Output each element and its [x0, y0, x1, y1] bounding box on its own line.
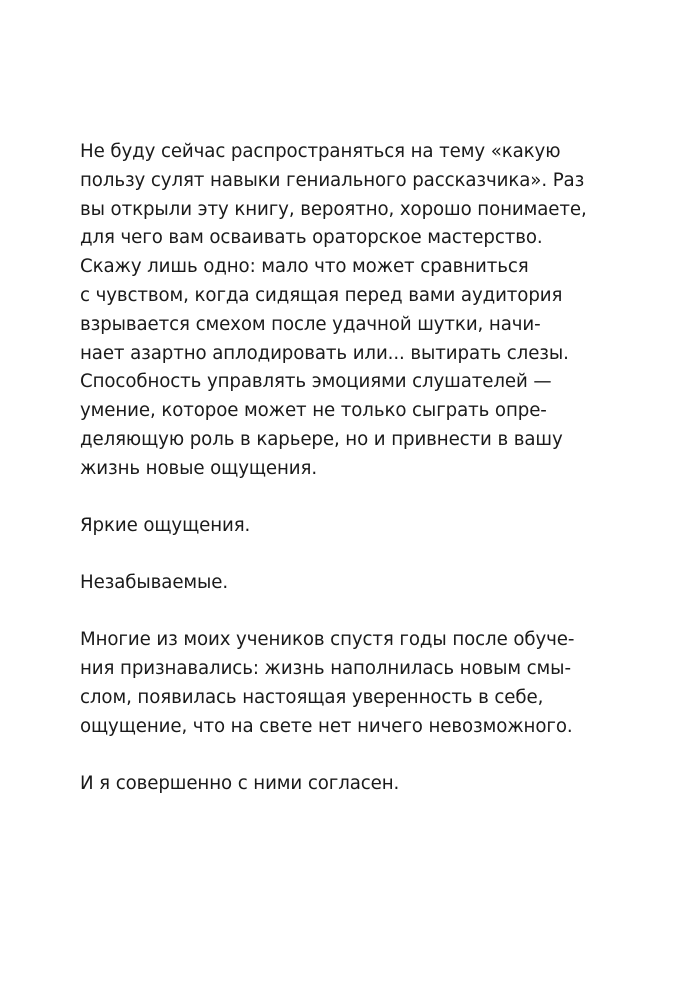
text-line: И я совершенно с ними согласен.	[80, 772, 400, 794]
text-line: Многие из моих учеников спустя годы после обуче-	[80, 629, 575, 651]
text-line: Яркие ощущения.	[80, 514, 251, 536]
paragraph-unforgettable	[80, 569, 550, 598]
paragraph-agree	[80, 770, 550, 799]
text-line: нает азартно аплодировать или... вытирать слезы.	[80, 342, 569, 364]
text-line: деляющую роль в карьере, но и привнести в вашу	[80, 428, 563, 450]
text-line: Не буду сейчас распространяться на тему «какую	[80, 141, 561, 162]
paragraph-students	[80, 626, 575, 741]
text-line: с чувством, когда сидящая перед вами аудитория	[80, 284, 563, 306]
text-line: умение, которое может не только сыграть опре-	[80, 400, 547, 422]
text-line: взрывается смехом после удачной шутки, начи-	[80, 313, 541, 335]
text-line: Скажу лишь одно: мало что может сравниться	[80, 256, 529, 278]
text-line: вы открыли эту книгу, вероятно, хорошо понимаете,	[80, 198, 587, 220]
text-line: ния признавались: жизнь наполнилась новым смы-	[80, 658, 571, 680]
paragraph-intro	[80, 138, 587, 484]
text-line: слом, появилась настоящая уверенность в себе,	[80, 686, 544, 708]
text-line: жизнь новые ощущения.	[80, 457, 318, 479]
text-line: пользу сулят навыки гениального рассказчика». Раз	[80, 169, 585, 191]
body-text	[80, 138, 587, 827]
text-line: для чего вам осваивать ораторское мастерство.	[80, 227, 543, 249]
paragraph-bright	[80, 512, 550, 541]
text-line: ощущение, что на свете нет ничего невозможного.	[80, 715, 573, 737]
text-line: Незабываемые.	[80, 572, 229, 594]
text-line: Способность управлять эмоциями слушателей —	[80, 371, 552, 393]
